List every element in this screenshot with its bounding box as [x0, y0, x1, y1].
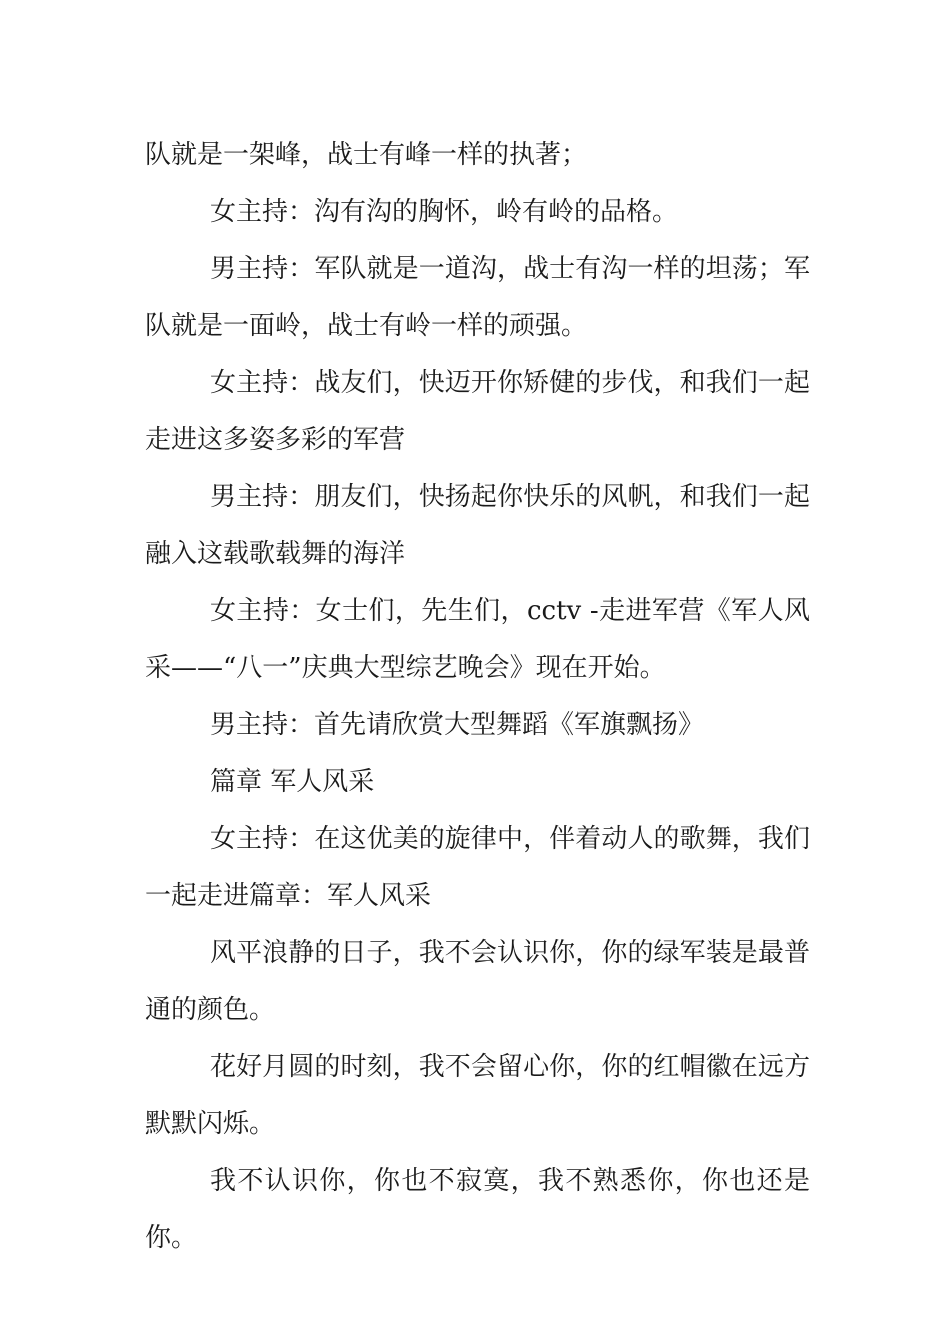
- paragraph: 女主持：沟有沟的胸怀，岭有岭的品格。: [210, 197, 679, 227]
- paragraph: 风平浪静的日子，我不会认识你，你的绿军装是最普通的颜色。: [145, 938, 810, 1025]
- paragraph: 花好月圆的时刻，我不会留心你，你的红帽徽在远方默默闪烁。: [145, 1052, 810, 1139]
- section-heading: 篇章 军人风采: [210, 767, 375, 797]
- paragraph: 男主持：朋友们，快扬起你快乐的风帆，和我们一起融入这载歌载舞的海洋: [145, 482, 810, 569]
- paragraph: 我不认识你，你也不寂寞，我不熟悉你，你也还是你。: [145, 1166, 810, 1253]
- paragraph: 男主持：军队就是一道沟，战士有沟一样的坦荡；军队就是一面岭，战士有岭一样的顽强。: [145, 254, 810, 341]
- paragraph: 女主持：在这优美的旋律中，伴着动人的歌舞，我们一起走进篇章：军人风采: [145, 824, 810, 911]
- paragraph: 女主持：战友们，快迈开你矫健的步伐，和我们一起走进这多姿多彩的军营: [145, 368, 810, 455]
- paragraph: 队就是一架峰，战士有峰一样的执著；: [145, 140, 588, 170]
- document-body: [145, 127, 810, 1267]
- paragraph: 女主持：女士们，先生们，cctv -走进军营《军人风采——“八一”庆典大型综艺晚会》现在开始。: [145, 596, 810, 683]
- paragraph: 男主持：首先请欣赏大型舞蹈《军旗飘扬》: [210, 710, 705, 740]
